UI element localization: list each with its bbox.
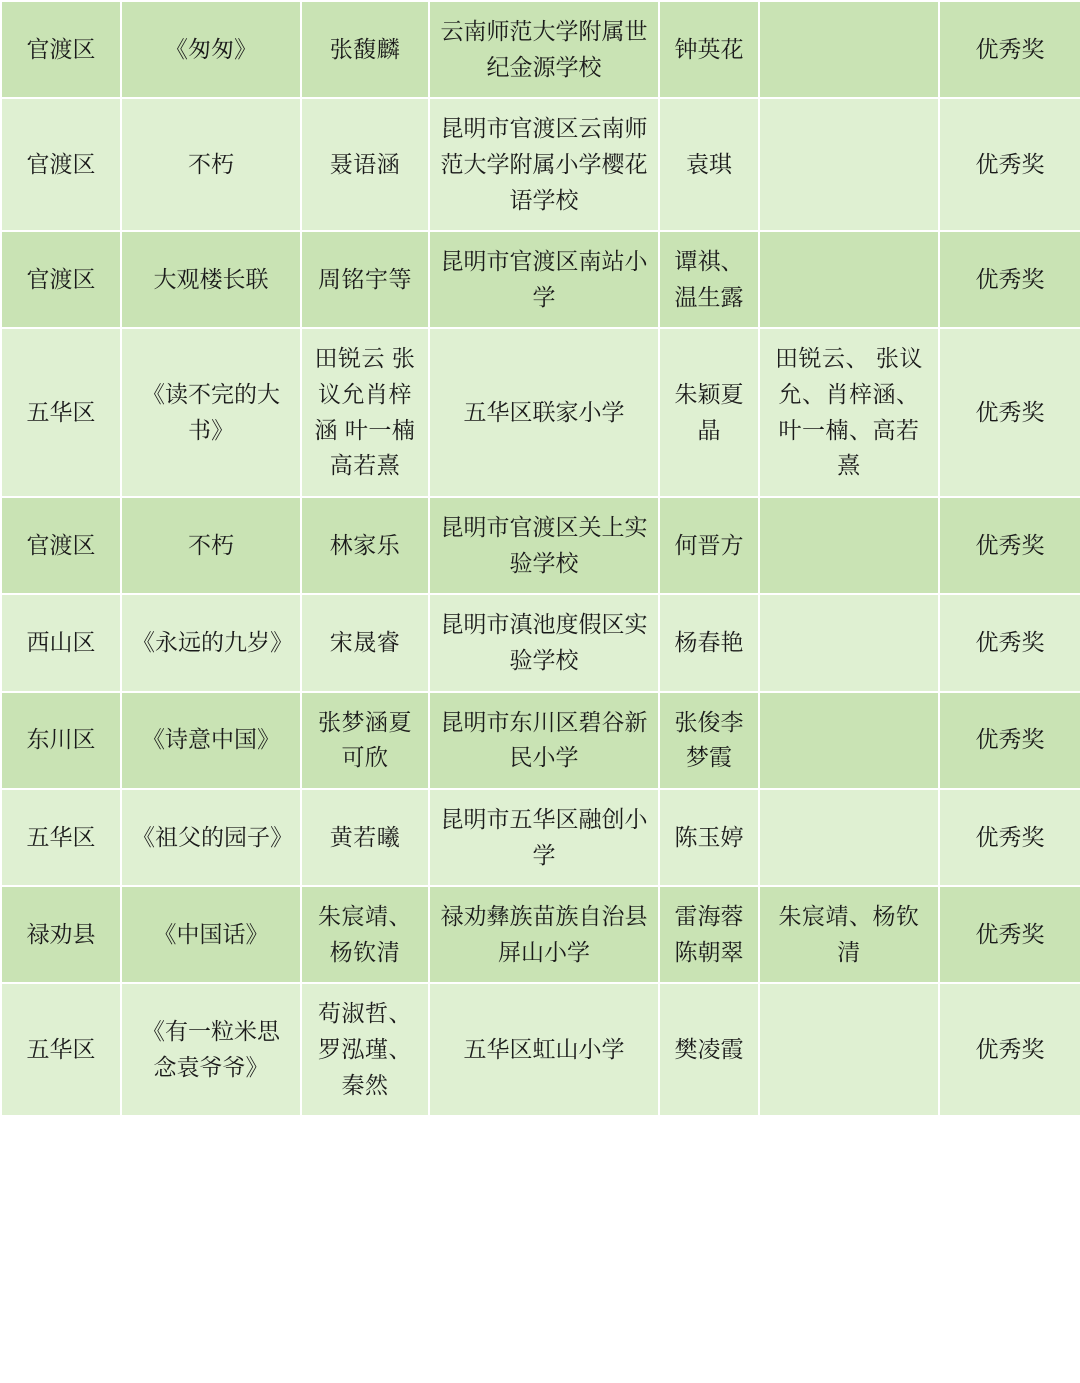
cell-area: 官渡区 — [1, 497, 121, 594]
cell-school: 禄劝彝族苗族自治县屏山小学 — [429, 886, 659, 983]
cell-award: 优秀奖 — [939, 497, 1080, 594]
cell-award: 优秀奖 — [939, 1, 1080, 98]
cell-title: 《匆匆》 — [121, 1, 301, 98]
cell-student: 张馥麟 — [301, 1, 429, 98]
cell-award: 优秀奖 — [939, 789, 1080, 886]
cell-award: 优秀奖 — [939, 983, 1080, 1116]
cell-teacher-secondary — [759, 692, 939, 789]
cell-teacher-secondary — [759, 497, 939, 594]
cell-school: 五华区虹山小学 — [429, 983, 659, 1116]
cell-award: 优秀奖 — [939, 328, 1080, 497]
table-row — [1, 328, 1080, 497]
cell-student: 田锐云 张议允肖梓涵 叶一楠 高若熹 — [301, 328, 429, 497]
cell-award: 优秀奖 — [939, 594, 1080, 691]
cell-award: 优秀奖 — [939, 231, 1080, 328]
cell-area: 官渡区 — [1, 98, 121, 231]
cell-teacher-primary: 朱颖夏晶 — [659, 328, 759, 497]
cell-teacher-secondary — [759, 231, 939, 328]
cell-teacher-secondary — [759, 983, 939, 1116]
table-row — [1, 983, 1080, 1116]
cell-area: 五华区 — [1, 328, 121, 497]
table-row — [1, 886, 1080, 983]
cell-school: 昆明市官渡区南站小学 — [429, 231, 659, 328]
cell-award: 优秀奖 — [939, 692, 1080, 789]
cell-student: 聂语涵 — [301, 98, 429, 231]
cell-title: 不朽 — [121, 98, 301, 231]
cell-teacher-primary: 张俊李梦霞 — [659, 692, 759, 789]
cell-teacher-primary: 何晋方 — [659, 497, 759, 594]
cell-area: 东川区 — [1, 692, 121, 789]
cell-school: 五华区联家小学 — [429, 328, 659, 497]
cell-area: 禄劝县 — [1, 886, 121, 983]
cell-teacher-primary: 杨春艳 — [659, 594, 759, 691]
cell-title: 《读不完的大书》 — [121, 328, 301, 497]
table-body — [1, 1, 1080, 1116]
cell-title: 《中国话》 — [121, 886, 301, 983]
cell-student: 周铭宇等 — [301, 231, 429, 328]
cell-student: 朱宸靖、杨钦清 — [301, 886, 429, 983]
cell-title: 不朽 — [121, 497, 301, 594]
cell-teacher-secondary — [759, 789, 939, 886]
cell-student: 苟淑哲、罗泓瑾、秦然 — [301, 983, 429, 1116]
cell-student: 林家乐 — [301, 497, 429, 594]
cell-award: 优秀奖 — [939, 886, 1080, 983]
cell-teacher-secondary: 田锐云、 张议允、肖梓涵、 叶一楠、高若熹 — [759, 328, 939, 497]
cell-teacher-secondary — [759, 594, 939, 691]
cell-teacher-primary: 谭祺、温生露 — [659, 231, 759, 328]
cell-teacher-primary: 樊凌霞 — [659, 983, 759, 1116]
table-row — [1, 594, 1080, 691]
table-row — [1, 692, 1080, 789]
table-row — [1, 231, 1080, 328]
table-row — [1, 1, 1080, 98]
cell-area: 西山区 — [1, 594, 121, 691]
cell-title: 《诗意中国》 — [121, 692, 301, 789]
cell-teacher-secondary — [759, 98, 939, 231]
cell-title: 《祖父的园子》 — [121, 789, 301, 886]
cell-title: 《永远的九岁》 — [121, 594, 301, 691]
cell-student: 张梦涵夏可欣 — [301, 692, 429, 789]
cell-school: 昆明市东川区碧谷新民小学 — [429, 692, 659, 789]
cell-area: 五华区 — [1, 789, 121, 886]
cell-teacher-primary: 袁琪 — [659, 98, 759, 231]
cell-area: 五华区 — [1, 983, 121, 1116]
cell-award: 优秀奖 — [939, 98, 1080, 231]
table-row — [1, 789, 1080, 886]
cell-school: 昆明市官渡区关上实验学校 — [429, 497, 659, 594]
cell-school: 昆明市滇池度假区实验学校 — [429, 594, 659, 691]
table-row — [1, 98, 1080, 231]
cell-teacher-primary: 雷海蓉陈朝翠 — [659, 886, 759, 983]
cell-school: 昆明市五华区融创小学 — [429, 789, 659, 886]
cell-teacher-secondary: 朱宸靖、杨钦清 — [759, 886, 939, 983]
cell-student: 宋晟睿 — [301, 594, 429, 691]
cell-teacher-secondary — [759, 1, 939, 98]
cell-title: 大观楼长联 — [121, 231, 301, 328]
cell-title: 《有一粒米思念袁爷爷》 — [121, 983, 301, 1116]
cell-teacher-primary: 钟英花 — [659, 1, 759, 98]
table-row — [1, 497, 1080, 594]
cell-school: 云南师范大学附属世纪金源学校 — [429, 1, 659, 98]
cell-area: 官渡区 — [1, 1, 121, 98]
cell-student: 黄若曦 — [301, 789, 429, 886]
cell-teacher-primary: 陈玉婷 — [659, 789, 759, 886]
cell-area: 官渡区 — [1, 231, 121, 328]
cell-school: 昆明市官渡区云南师范大学附属小学樱花语学校 — [429, 98, 659, 231]
